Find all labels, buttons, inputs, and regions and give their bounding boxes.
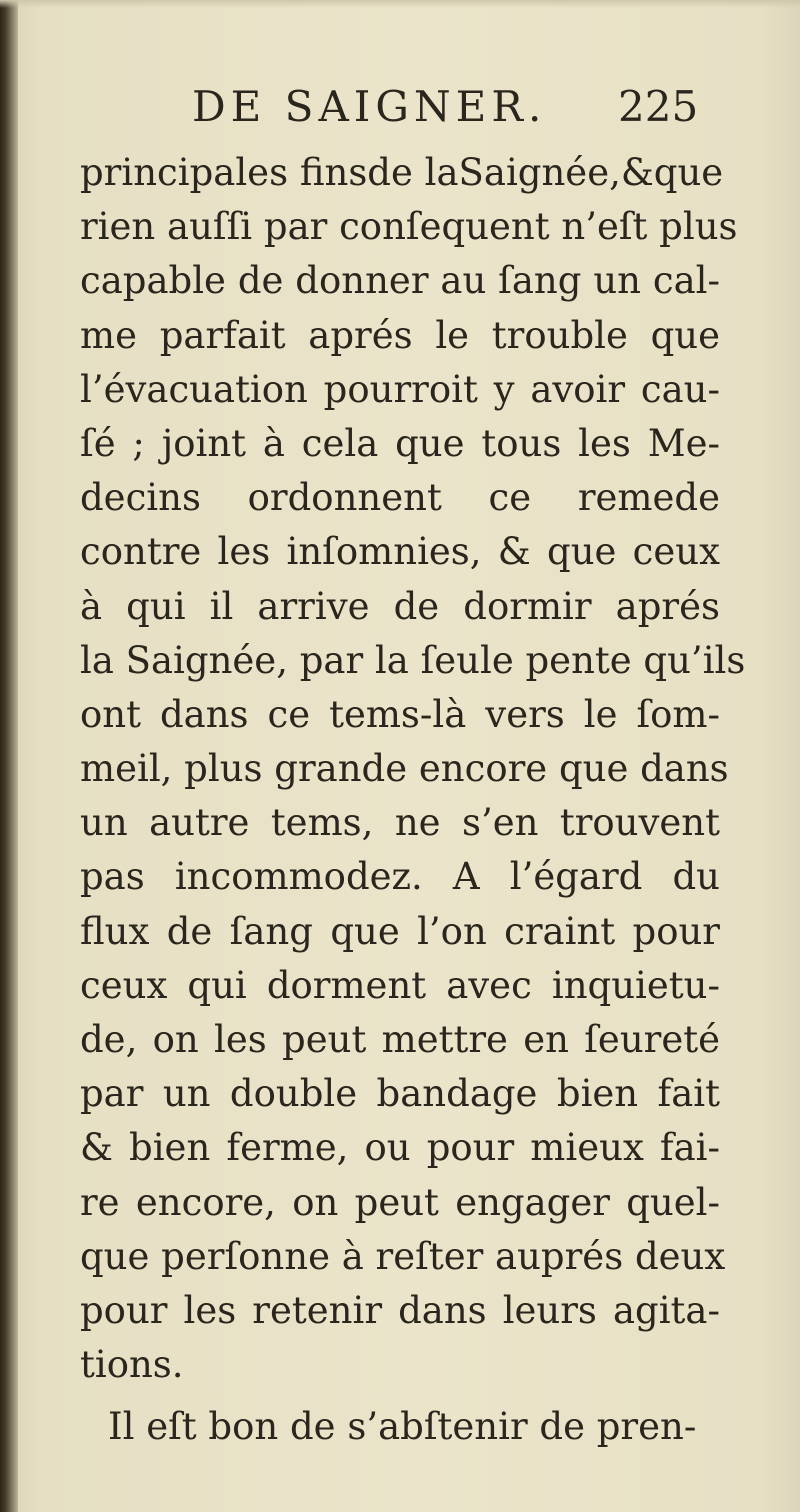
text-line: decins ordonnent ce remede <box>80 476 720 520</box>
text-line: tions. <box>80 1343 184 1387</box>
text-line: de, on les peut mettre en ſeureté <box>80 1018 720 1061</box>
text-line: flux de ſang que l’on craint pour <box>80 909 720 953</box>
text-line: ſé ; joint à cela que tous les Me- <box>80 421 720 465</box>
text-line: re encore, on peut engager quel- <box>80 1180 720 1224</box>
text-line: ont dans ce tems-là vers le ſom- <box>80 692 720 736</box>
body-text <box>80 146 746 1455</box>
text-line: meil, plus grande encore que dans <box>80 747 729 791</box>
text-line: l’évacuation pourroit y avoir cau- <box>80 367 720 411</box>
text-line: rien auſſi par conſequent n’eſt plus <box>80 205 738 249</box>
text-line: par un double bandage bien fait <box>80 1072 720 1116</box>
page-header <box>80 82 720 142</box>
text-line: pas incommodez. A l’égard du <box>80 855 720 899</box>
text-line: & bien ferme, ou pour mieux fai- <box>80 1126 720 1170</box>
text-line: que perſonne à reſter auprés deux <box>80 1234 726 1278</box>
paragraph-gap <box>80 1392 720 1400</box>
text-line: me parfait aprés le trouble que <box>80 313 720 357</box>
page-number: 225 <box>618 82 699 131</box>
text-line: la Saignée, par la ſeule pente qu’ils <box>80 638 746 682</box>
new-paragraph-line: Il eſt bon de s’abſtenir de pren- <box>108 1405 697 1449</box>
text-line: un autre tems, ne s’en trouvent <box>80 801 720 845</box>
binding-edge <box>0 0 18 1512</box>
text-line: contre les inſomnies, & que ceux <box>80 530 720 574</box>
page-top-edge <box>0 0 800 8</box>
text-line: ceux qui dorment avec inquietu- <box>80 963 720 1007</box>
text-line: capable de donner au ſang un cal- <box>80 259 720 303</box>
text-line: pour les retenir dans leurs agita- <box>80 1288 720 1332</box>
running-title: DE SAIGNER. <box>192 82 547 131</box>
text-line: principales finsde laSaignée,&que <box>80 151 724 194</box>
text-line: à qui il arrive de dormir aprés <box>80 584 720 628</box>
